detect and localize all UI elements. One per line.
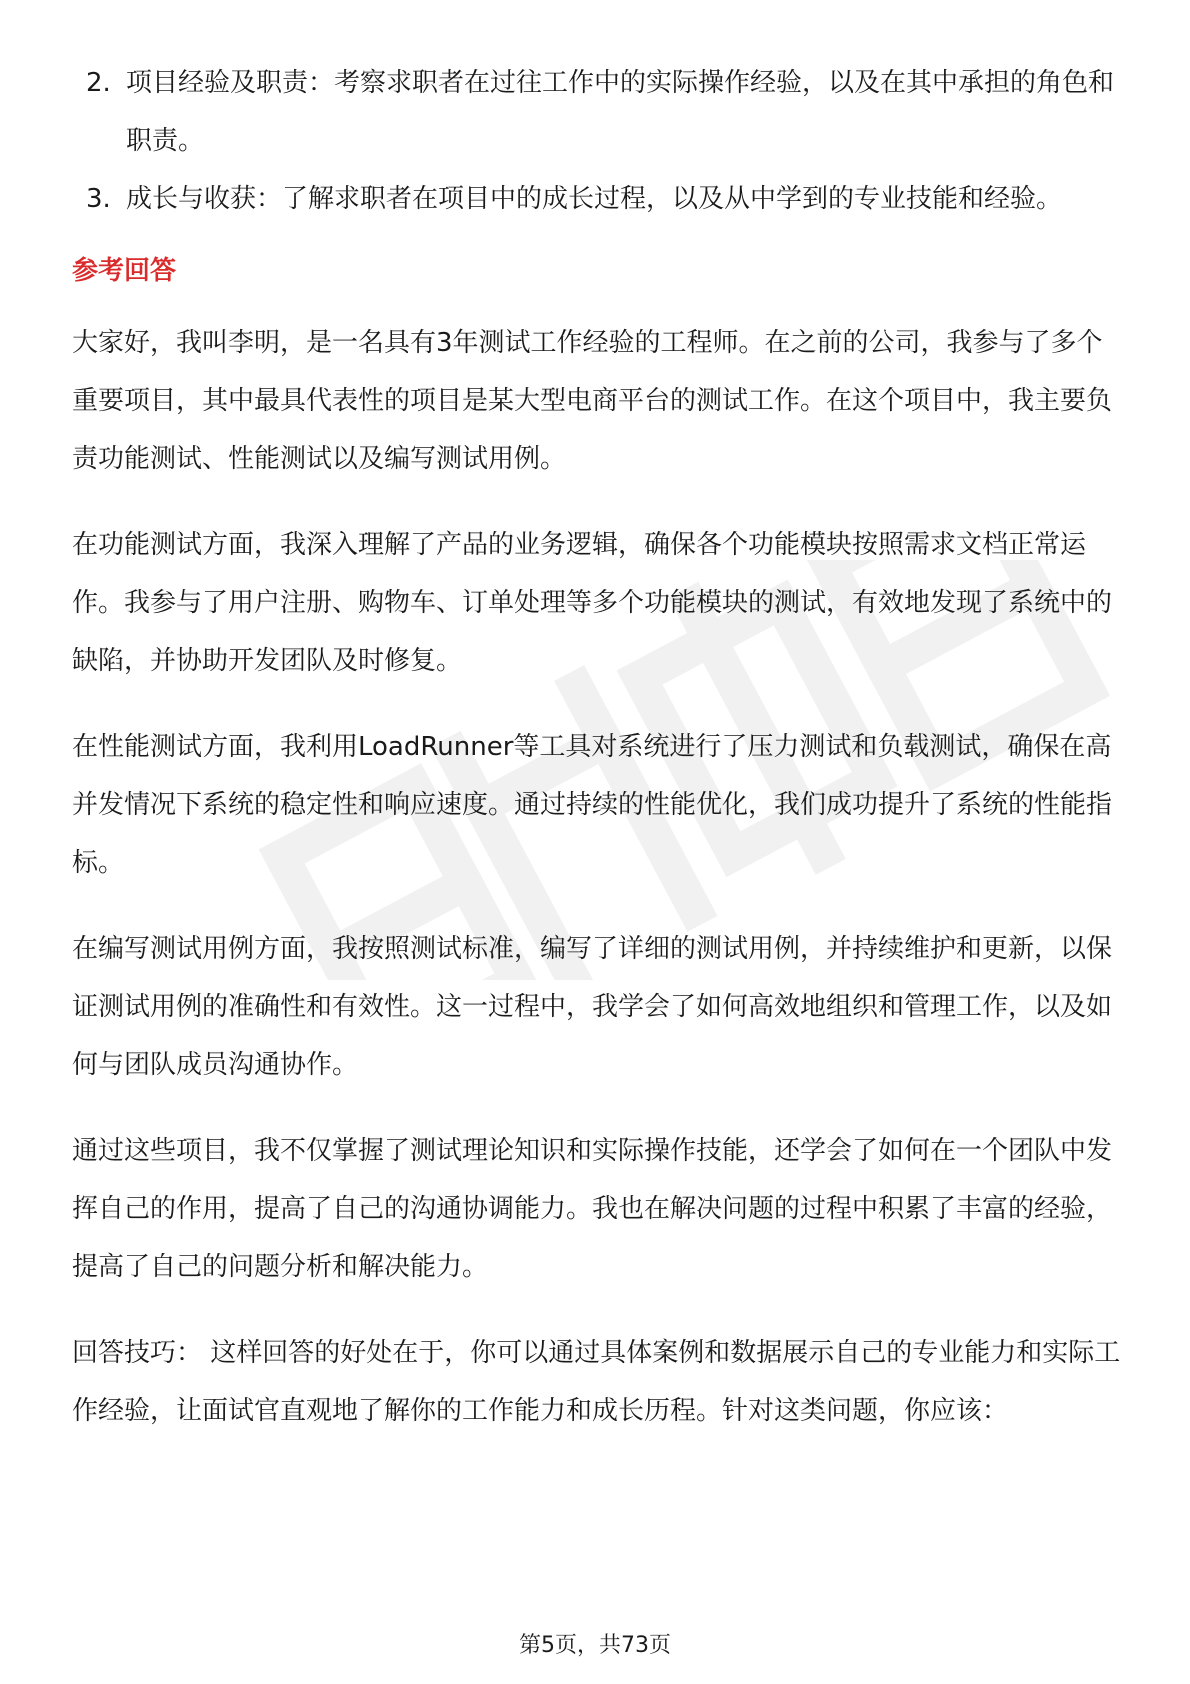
list-item	[72, 170, 1122, 228]
answer-paragraph: 在性能测试方面，我利用LoadRunner等工具对系统进行了压力测试和负载测试，确保在高并发情况下系统的稳定性和响应速度。通过持续的性能优化，我们成功提升了系统的性能指标。	[72, 732, 1113, 878]
criteria-list	[72, 54, 1122, 228]
list-item-number: 3.	[86, 184, 111, 214]
answer-paragraph: 在功能测试方面，我深入理解了产品的业务逻辑，确保各个功能模块按照需求文档正常运作。我参与了用户注册、购物车、订单处理等多个功能模块的测试，有效地发现了系统中的缺陷，并协助开发团队及时修复。	[72, 530, 1113, 676]
answer-tips-paragraph: 回答技巧： 这样回答的好处在于，你可以通过具体案例和数据展示自己的专业能力和实际工作经验，让面试官直观地了解你的工作能力和成长历程。针对这类问题，你应该：	[72, 1338, 1121, 1426]
list-item-text: 项目经验及职责：考察求职者在过往工作中的实际操作经验，以及在其中承担的角色和职责。	[126, 68, 1115, 156]
answer-paragraph: 在编写测试用例方面，我按照测试标准，编写了详细的测试用例，并持续维护和更新，以保证测试用例的准确性和有效性。这一过程中，我学会了如何高效地组织和管理工作，以及如何与团队成员沟通协作。	[72, 934, 1113, 1080]
list-item-text: 成长与收获：了解求职者在项目中的成长过程，以及从中学到的专业技能和经验。	[126, 184, 1063, 214]
answer-paragraph: 通过这些项目，我不仅掌握了测试理论知识和实际操作技能，还学会了如何在一个团队中发挥自己的作用，提高了自己的沟通协调能力。我也在解决问题的过程中积累了丰富的经验，提高了自己的问题分析和解决能力。	[72, 1136, 1113, 1282]
page-footer: 第5页，共73页	[519, 1633, 671, 1658]
list-item	[72, 54, 1122, 170]
reference-answer-heading: 参考回答	[72, 256, 177, 286]
list-item-number: 2.	[86, 68, 111, 98]
main-content	[72, 54, 1122, 1440]
answer-paragraph: 大家好，我叫李明，是一名具有3年测试工作经验的工程师。在之前的公司，我参与了多个重要项目，其中最具代表性的项目是某大型电商平台的测试工作。在这个项目中，我主要负责功能测试、性能测试以及编写测试用例。	[72, 328, 1113, 474]
